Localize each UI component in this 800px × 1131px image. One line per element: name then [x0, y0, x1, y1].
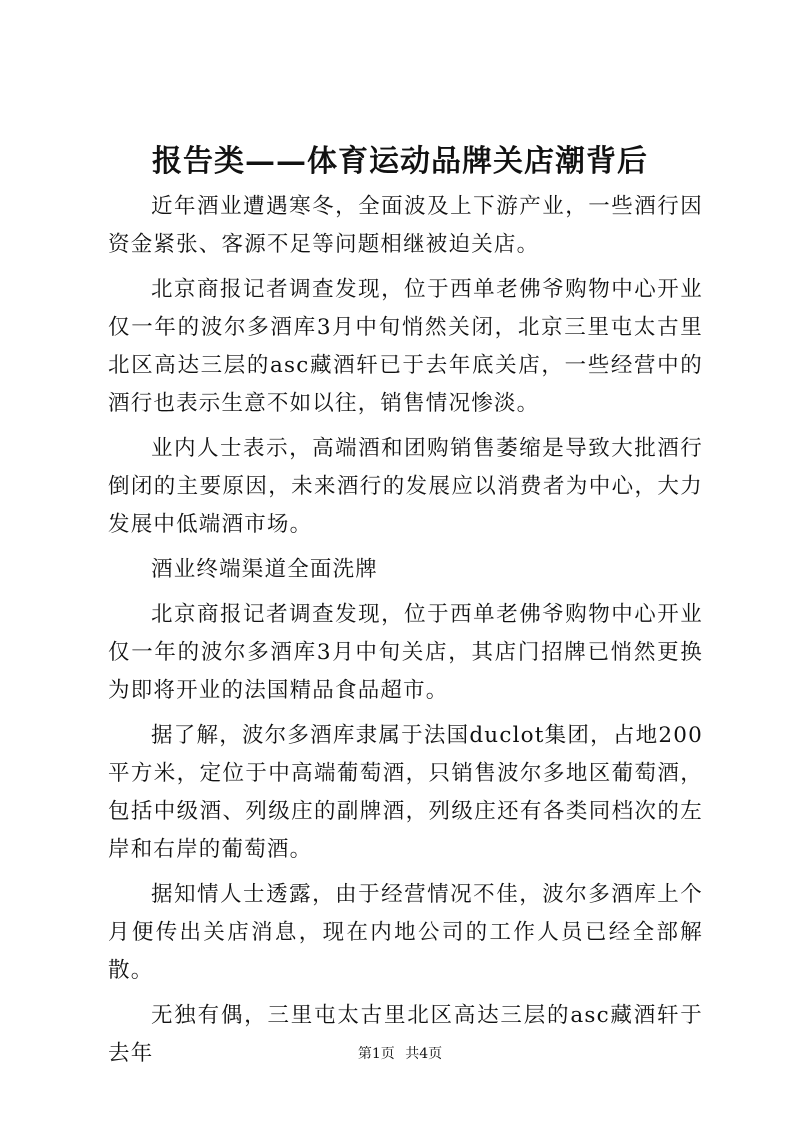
paragraph: 据知情人士透露，由于经营情况不佳，波尔多酒库上个月便传出关店消息，现在内地公司的工作人员已经全部解散。 [108, 882, 703, 983]
paragraph: 北京商报记者调查发现，位于西单老佛爷购物中心开业仅一年的波尔多酒库3月中旬关店，其店门招牌已悄然更换为即将开业的法国精品食品超市。 [108, 602, 703, 703]
paragraph: 近年酒业遭遇寒冬，全面波及上下游产业，一些酒行因资金紧张、客源不足等问题相继被迫关店。 [108, 194, 703, 257]
page-number-footer: 第1页 共4页 [357, 1046, 443, 1062]
document-body [108, 188, 703, 1080]
paragraph: 北京商报记者调查发现，位于西单老佛爷购物中心开业仅一年的波尔多酒库3月中旬悄然关闭，北京三里屯太古里北区高达三层的asc藏酒轩已于去年底关店，一些经营中的酒行也表示生意不如以往，销售情况惨淡。 [108, 277, 703, 416]
paragraph: 据了解，波尔多酒库隶属于法国duclot集团，占地200平方米，定位于中高端葡萄酒，只销售波尔多地区葡萄酒，包括中级酒、列级庄的副牌酒，列级庄还有各类同档次的左岸和右岸的葡萄酒。 [108, 723, 703, 862]
document-title: 报告类——体育运动品牌关店潮背后 [152, 144, 648, 179]
paragraph: 无独有偶，三里屯太古里北区高达三层的asc藏酒轩于去年 [108, 1003, 703, 1066]
paragraph: 业内人士表示，高端酒和团购销售萎缩是导致大批酒行倒闭的主要原因，未来酒行的发展应以消费者为中心，大力发展中低端酒市场。 [108, 436, 703, 537]
section-heading: 酒业终端渠道全面洗牌 [151, 557, 379, 582]
